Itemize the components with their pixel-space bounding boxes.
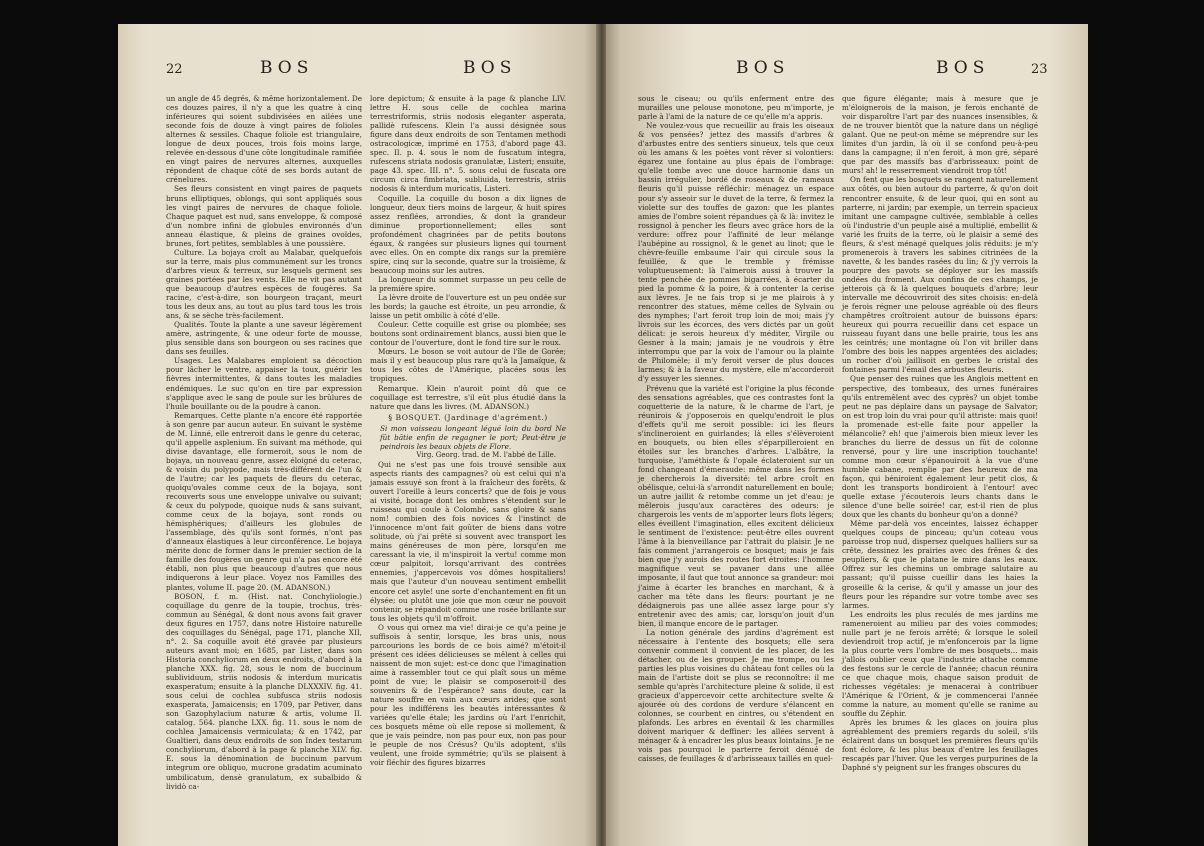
paragraph: O vous qui ornez ma vie! dirai-je ce qu'a peine je suffisois à sentir, lorsque, les bras unis, nous parcourions les bords de ce bois aimé? m'étoit-il présent ces idées délicieuses se mêlent à celles qui naissent de mon sujet: est-ce donc que l'imagination aime à rassembler tout ce qui plaît sous un même point de vue; le plaisir se composeroit-il des souvenirs & de l'espérance? sans doute, car la nature souffre en vain aux cœurs arides; que sont pour les indifférens les beautés intéressantes & variées qu'elle étale; les jardins où l'art l'enrichit, ces bosquets même où elle repose si mollement, & que je vais peindre, non pas pour eux, non pas pour le peuple de nos Crésus? Qu'ils adoptent, s'ils veulent, une froide symmétrie; qu'ils se plaisent à voir fléchir des figures bizarres [370,622,566,768]
paragraph: Que penser des ruines que les Anglois mettent en perspective, des tombeaux, des urnes funéraires qu'ils entremêlent avec des cyprès? un objet tombe peut ne pas déplaire dans un paysage de Salvator; on est trop loin du vrai pour qu'il attriste: mais quoi! la promenade est-elle faite pour appeller la mélancolie? eh! que j'aimerois bien mieux lever les branches du lierre de dessus un fût de colonne renversé, pour y lire une inscription touchante! comme mon cœur s'épanouiroit à la vue d'une humble cabane, remplie par des heureux de ma façon, qui béniroient également leur petit clos, & dont les transports bondiroient à l'entour! avec quelle extase j'écouterois leurs chants dans le silence d'une belle soirée! car, est-il rien de plus doux que les chants du bonheur qu'on a donné? [842,374,1038,520]
right-page-column-2 [842,94,1038,773]
book-spread [118,24,1088,846]
right-running-head-col2: BOS [936,58,990,78]
paragraph: sous le ciseau; ou qu'ils enferment entre des murailles une pelouse monotone, peu m'importe, je parle à l'ami de la nature de ce qu'elle m'a appris. [638,94,834,122]
paragraph: La longueur du sommet surpasse un peu celle de la première spire. [370,274,566,293]
paragraph: BOSON, f. m. (Hist. nat. Conchyliologie.) coquillage du genre de la toupie, trochus, très-commun au Sénégal, & dont nous avons fait graver deux figures en 1757, dans notre Histoire naturelle des coquillages du Sénégal, page 171, planche XII, n°. 2. Sa coquille avoit été gravée par plusieurs auteurs avant moi; en 1685, par Lister, dans son Historia conchyliorum en deux endroits, d'abord à la planche XXX. fig. 28, sous le nom de buccinum sublividuum, striis nodosis & interdum muricatis exasperatum; ensuite à la planche DLXXXIV. fig. 41. sous celui de cochlea subfusca striis nodosis exasperata, Jamaicensis; en 1709, par Petiver, dans son Gazophylacium naturæ & artis, volume II. catalog. 564. planche LXX. fig. 11. sous le nom de cochlea Jamaicensis vermiculata; & en 1742, par Gualtieri, dans deux endroits de son Index testarum conchyliorum, d'abord à la page & planche XLV. fig. E. sous la dénomination de buccinum parvum integrum ore obliquo, mucrone gradatim acuminato umbilicatum, densè granulatum, ex subalbido & lividò ca- [166,591,362,791]
paragraph: que figure élégante; mais à mesure que je m'éloignerois de la maison, je ferois enchanté de voir disparoître l'art par des nuances insensibles, & de ne trouver bientôt que la nature dans un négligé galant. Que ne peut-on même se méprendre sur les limites d'un jardin, là où il se confond peu-à-peu dans la campagne; il n'en feroit, à mon gré, séparé que par des massifs bas d'arbrisseaux: point de murs! ah! le resserrement viendroit trop tôt! [842,94,1038,176]
paragraph: Remarques. Cette plante n'a encore été rapportée à son genre par aucun auteur. En suivant le système de M. Linné, elle entreroit dans le genre du ceterac, qu'il appelle asplenium. En suivant ma méthode, qui divise davantage, elle formeroit, sous le nom de bojaya, un nouveau genre, assez éloigné du ceterac, & voisin du polypode, mais très-différent de l'un & de l'autre; car les paquets de fleurs du ceterac, quoiqu'ovales comme ceux de la bojaya, sont recouverts sous une enveloppe univalve ou suivant; & ceux du polypode, quoique nuds & sans suivant, comme ceux de la bojaya, sont ronds ou hémisphériques; d'ailleurs les globules de l'assemblage, dès qu'ils sont formés, n'ont pas d'anneaux élastiques à leur circonférence. Le bojaya mérite donc de former dans le premier section de la famille des fougères un genre qui n'a pas encore été établi, non plus que beaucoup d'autres que nous indiquerons à leur place. Voyez nos Familles des plantes, volume II. page 20. (M. ADANSON.) [166,410,362,592]
paragraph: lore depictum; & ensuite à la page & planche LIV. lettre H. sous celle de cochlea marina terrestriformis, striis nodosis eleganter asperata, pallidè rufescens. Klein l'a aussi désignée sous figure dans deux endroits de son Tentamen methodi ostracologicæ, imprimé en 1753, d'abord page 43. spec. II. p. 4. sous le nom de fuscatum integra, rufescens striata nodosis granulatæ, Listeri; ensuite, page 43. spec. III. n°. 5. sous celui de fuscata ore circum circa fimbriata, subliuida, terrestris, striis nodosis & interdum muricatis, Listeri. [370,94,566,194]
paragraph: Prévenu que la variété est l'origine la plus féconde des sensations agréables, que ces contrastes font la coquetterie de la nature, & le charme de l'art, je réunirois & j'opposerois en quelqu'endroit le plus d'effets qu'il me seroit possible: ici les fleurs s'inclineroient en guirlandes; là elles s'élèveroient en bouquets, ou bien elles s'éparpilleroient en étoiles sur les branches d'arbres. L'albâtre, la turquoise, l'améthiste & l'opale éclateroient sur un fond changeant d'émeraude: même dans les formes je chercherois la diversité: tel arbre croît en obélisque, celui-là s'arrondit naturellement en boule; un autre jaillit & retombe comme un jet d'eau: je mêlerois jusqu'aux caractères des odeurs: je chargerois les vents de m'apporter leurs flots légers; elles éveillent l'imagination, elles excitent délicieux le sentiment de l'existence: peut-être elles ouvrent l'âme à la bienveillance par l'attrait du plaisir. Je ne fais comment j'arrangerois ce bosquet; mais je fais bien que j'y aurois des routes fort étroites: l'homme magnifique veut se pavaner dans une allée imposante, il faut que tout annonce sa grandeur: moi j'aime à écarter les branches en marchant, & à cacher ma tête dans les fleurs: pourtant je ne dédaignerois pas une allée assez large pour s'y entretenir avec des amis; car, lorsqu'on jouit d'un bien, il manque encore de le partager. [638,383,834,628]
left-page-column-2 [370,94,566,767]
paragraph: La lèvre droite de l'ouverture est un peu ondée sur les bords; la gauche est étroite, un peu arrondie, & laisse un petit ombilic à côté d'elle. [370,293,566,321]
paragraph: Les endroits les plus reculés de mes jardins me rameneroient au milieu par des voies commodes; nulle part je ne ferois arrêté; & lorsque le soleil deviendroit trop actif, je m'enfoncerois par la ligne la plus courte vers l'ombre de mes bosquets... mais j'allois oublier ceux que l'industrie attache comme des festons sur le cercle de l'année; chacun réunira ce que chaque mois, chaque saison produit de richesses végétales: je menacerai à contribuer l'Amérique & l'Orient, & je commencerai l'année comme la nature, au moment qu'elle se ranime au souffle du Zéphir. [842,609,1038,719]
right-page [606,24,1088,846]
verse-epigraph: Si mon vaisseau longeant légué loin du bord Ne fût bâtie enfin de regagner le port; Peut-être je peindrois les beaux objets de Flore. [380,423,566,451]
paragraph: On fent que les bosquets se rangent naturellement aux côtés, ou bien autour du parterre, & qu'on doit rencontrer ensuite, & de leur quoi, qui en sont au parterre, ni jardin; par exemple, un terrein spacieux imitant une campagne cultivée, semblable à celles où l'industrie d'un peuple aisé a multiplié, embellit & varié les fruits de la terre, où le plaisir a semé des fleurs, & s'est ménagé quelques jolis réduits: je m'y promenerois à travers les sabines citrinées de la navette, & les bandes rasées du lin; & j'y verrois la pourpre des pavots se déployer sur les massifs ondées du froment. Aux confins de ces champs, je jetterois çà & là quelques bouquets d'arbre; leur intervalle me découvriroit des sites choisis: en-delà je ferois régner une pelouse agréable où des fleurs champêtres croîtroient autour de buissons épars: heureux qui pourra recueillir dans cet espace un ruisseau fuyant dans une belle prairie, tous les ans les ceintrés; une montagne où l'on vit briller dans l'ombre des bois les nappes argentées des aiclades; un rocher d'où jaillisoit en gerbes le cristal des fontaines parmi l'émail des arbustes fleuris. [842,175,1038,375]
paragraph: Mœurs. Le boson se voit autour de l'île de Gorée; mais il y est beaucoup plus rare qu'à la Jamaïque, & tous les côtes de l'Amérique, placées sous les tropiques. [370,347,566,384]
left-running-head-col2: BOS [463,58,517,78]
left-page-number: 22 [166,62,183,77]
article-heading: § BOSQUET. (Jardinage d'agrément.) [388,412,548,422]
paragraph: Même par-delà vos enceintes, laissez échapper quelques coups de pinceau; qu'un coteau vous paroisse trop nud, dispersez quelques halliers sur sa crête, dessinez les prairies avec des frênes & des peupliers, & que le platane le mire dans les eaux. Offrez sur les chemins un ombrage salutaire au passant; qu'il puisse cueillir dans les haies la groseille & la cerise, & qu'il y amasse un jour des fleurs pour les répandre sur votre tombe avec ses larmes. [842,519,1038,610]
paragraph: Après les brumes & les glaces on jouira plus agréablement des premiers regards du soleil, s'ils éclairent dans un bosquet les premières fleurs qu'ils font éclore, & les plus beaux d'entre les feuillages rescapés par l'hiver. Que les verges purpurines de la Daphné s'y peignent sur les franges obscures du [842,718,1038,773]
paragraph: Usages. Les Malabares emploient sa décoction pour lâcher le ventre, appaiser la toux, guérir les fièvres intermittentes, & dans toutes les maladies endémiques. Le suc qu'on en tire par expression s'applique avec le sang de poule sur les brûlures de l'huile bouillante ou de la poudre à canon. [166,356,362,411]
verse-attribution: Virg. Georg. trad. de M. l'abbé de Lille. [416,450,556,459]
paragraph: un angle de 45 degrés, & même horizontalement. De ces douzes paires, il n'y a que les quatre à cinq inférieures qui soient subdivisées en ailées une seconde fois de douze à vingt paires de folioles alternes & sessiles. Chaque foliole est triangulaire, longue de deux pouces, trois fois moins large, relevée en-dessous d'une côte longitudinale ramifiée en vingt paires de nervures alternes, auxquelles répondent de chaque côté de ses bords autant de crénelures. [166,94,362,185]
right-running-head [606,58,1088,82]
left-running-head [118,58,598,82]
paragraph: Qualités. Toute la plante a une saveur légèrement amère, astringente, & une odeur forte de mousse, plus sensible dans son bourgeon ou ses racines que dans ses feuilles. [166,320,362,357]
paragraph: Remarque. Klein n'auroit point dû que ce coquillage est terrestre, s'il eût plus étudié dans la nature que dans les livres. (M. ADANSON.) [370,383,566,411]
right-page-number: 23 [1031,62,1048,77]
left-running-head-col1: BOS [260,58,314,78]
paragraph: Culture. La bojaya croît au Malabar, quelquefois sur la terre, mais plus communément sur les troncs d'arbres vieux & terreux, sur lesquels germent ses graines portées par les vents. Elle ne vit pas autant que beaucoup d'autres espèces de fougères. Sa racine, c'est-à-dire, son bourgeon traçant, meurt tous les deux ans, au tout au plus tard tous les trois ans, & se sèche très-facilement. [166,247,362,321]
right-running-head-col1: BOS [736,58,790,78]
paragraph: Ses fleurs consistent en vingt paires de paquets bruns elliptiques, oblongs, qui sont appliqués sous les vingt paires de nervures de chaque foliole. Chaque paquet est nud, sans enveloppe, & composé d'un nombre infini de globules environnés d'un anneau élastique, & pleins de graines ovoïdes, brunes, fort petites, semblables à une poussière. [166,184,362,248]
paragraph: Couleur. Cette coquille est grise ou plombée; ses boutons sont ordinairement blancs, aussi bien que le contour de l'ouverture, dont le fond tire sur le roux. [370,320,566,348]
paragraph: La notion générale des jardins d'agrément est nécessaire à l'entente des bosquets; elle sera convenir comment il convient de les placer, de les détacher, ou de les grouper. Je me trompe, ou les parties les plus voisines du château font celles où la main de l'artiste doit se plus se reconnoître: il me semble qu'après l'architecture pleine & solide, il est gracieux d'appercevoir cette architecture svelte & ajourée où des cordons de verdure s'élancent en colonnes, se courbent en cintres, ou s'étendent en plafonds. Les arbres en éventail & les charmilles doivent mariquer & deffiner: les allées servent à ménager & à encadrer les plus beaux lointains. Je ne vois pas pourquoi le parterre feroit dénué de caisses, de feuillages & d'arbrisseaux taillés en quel- [638,627,834,764]
right-page-column-1 [638,94,834,763]
paragraph: Coquille. La coquille du boson a dix lignes de longueur, deux tiers moins de largeur, & huit spires assez renflées, arrondies, & dont la grandeur diminue proportionnellement; elles sont profondément chagrinées par de petits boutons égaux, & rangées sur plusieurs lignes qui tournent avec elles. On en compte dix rangs sur la première spire, cinq sur la seconde, quatre sur la troisième, & beaucoup moins sur les autres. [370,193,566,275]
left-page [118,24,598,846]
paragraph: Ne voulez-vous que recueillir au frais les oiseaux & vos pensées? jettez des massifs d'arbres & d'arbustes entre des sentiers sinueux, tels que ceux où les amans & les poètes vont rêver si volontiers: égarez une fontaine au plus épais de l'ombrage: qu'elle tombe avec une douce harmonie dans un bassin irrégulier, bordé de roseaux & de rameaux fleuris qu'il puisse réfléchir: ménagez un espace pour s'y asseoir sur le duvet de la terre, & fermez la violette sur des touffes de gazon: que les plantes amies de l'ombre soient répandues çà & là: invitez le rossignol à pencher les fleurs avec grâce hors de la verdure: offrez pour l'affinité de leur mélange l'aubépine au rossignol, & le genet au linot; que le chèvre-feuille embaume l'air qui circule sous la feuillée, & que le tremble y frémisse voluptueusement: là l'aimerois aussi à trouver la tente penchée de pommes bigarrées, à écarter du pied la pomme & la poire, & à contenter la cerise aux lèvres. Je ne fais trop si je me plairois à y rencontrer des statues, même celles de Sylvain ou des nymphes; l'art feroit trop loin de moi; mais j'y livrois sur les écorces, des vers dictés par un goût délicat: je serois heureux d'y méditer, Virgile ou Gesner à la main; jamais je ne voudrois y être interrompu que par la voix de l'amour ou la plainte de Philomèle; il m'y feroit verser de plus douces larmes; & à la faveur du mystère, elle m'accorderoit d'y essuyer les siennes. [638,121,834,384]
left-page-column-1 [166,94,362,791]
paragraph: Qui ne s'est pas une fois trouvé sensible aux aspects riants des campagnes? où est celui qui n'a jamais essuyé son front à la fraîcheur des forêts, & ouvert l'oreille à leurs concerts? que de fois je vous ai visité, bocage dont les ombres s'étendent sur le ruisseau qui coule à Colombé, sans gloire & sans nom! combien des fois novices & l'instinct de l'innocence m'ont fait goûter de biens dans votre solitude, où j'ai prêté si souvent avec transport les mains généreuses de mon père, lorsqu'en me caressant la vie, il m'inspiroit la vertu! comme mon cœur palpitoit, lorsqu'arrivant des contrées ennemies, j'appercevois vos dômes hospitaliers! mais que l'auteur d'un nouveau sentiment embellit encore cet asyle! une sorte d'enchantement en fit un élysée; ou plutôt une joie que mon cœur ne pouvoit contenir, se répandoit comme une rosée brillante sur tous les objets qu'il m'offroit. [370,459,566,623]
